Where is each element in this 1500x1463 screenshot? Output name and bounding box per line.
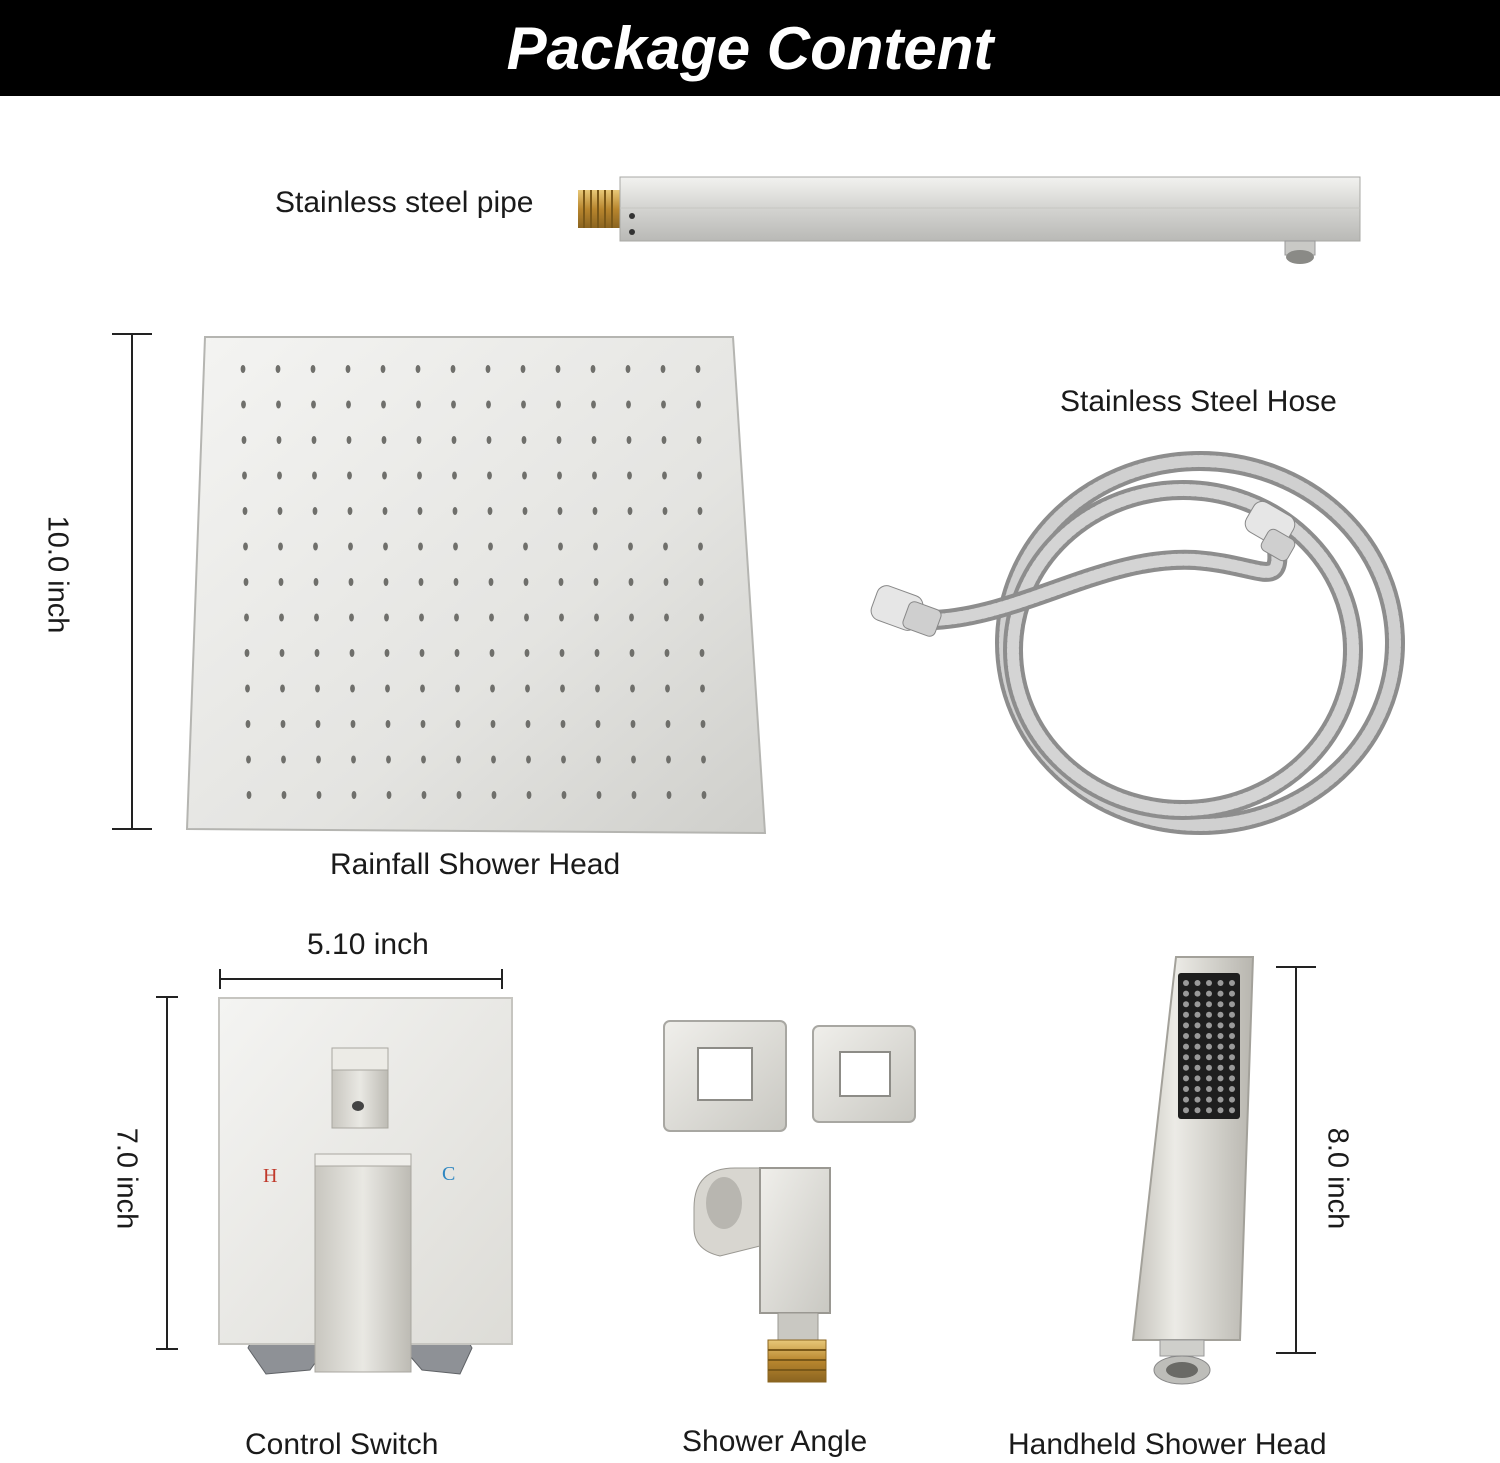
nozzle-dot [591, 365, 596, 373]
nozzle-dot [241, 365, 246, 373]
nozzle-dot [700, 649, 705, 657]
nozzle-dot [383, 543, 388, 551]
handheld-nozzle-dot [1206, 991, 1212, 997]
nozzle-dot [666, 720, 671, 728]
handheld-nozzle-dot [1183, 1054, 1189, 1060]
handheld-nozzle-dot [1206, 1086, 1212, 1092]
handheld-nozzle-dot [1229, 1065, 1235, 1071]
nozzle-dot [663, 543, 668, 551]
nozzle-dot [556, 401, 561, 409]
nozzle-dot [457, 791, 462, 799]
nozzle-dot [631, 720, 636, 728]
nozzle-dot [280, 685, 285, 693]
nozzle-dot [524, 614, 529, 622]
nozzle-dot [696, 365, 701, 373]
nozzle-dot [562, 791, 567, 799]
nozzle-dot [522, 472, 527, 480]
nozzle-dot [385, 649, 390, 657]
nozzle-dot [279, 578, 284, 586]
handheld-nozzle-dot [1218, 1012, 1224, 1018]
nozzle-dot [525, 649, 530, 657]
nozzle-dot [698, 543, 703, 551]
nozzle-dot [664, 578, 669, 586]
nozzle-dot [241, 401, 246, 409]
handheld-nozzle-dot [1183, 1001, 1189, 1007]
nozzle-dot [311, 365, 316, 373]
nozzle-dot [417, 472, 422, 480]
control-switch-image [210, 996, 515, 1394]
nozzle-dot [278, 507, 283, 515]
handheld-nozzle-dot [1206, 1044, 1212, 1050]
nozzle-dot [557, 436, 562, 444]
handheld-nozzle-dot [1183, 1086, 1189, 1092]
handheld-nozzle-dot [1183, 1022, 1189, 1028]
handheld-nozzle-dot [1218, 991, 1224, 997]
handheld-nozzle-dot [1218, 1107, 1224, 1113]
handheld-nozzle-dot [1183, 980, 1189, 986]
handheld-nozzle-dot [1229, 1022, 1235, 1028]
nozzle-dot [594, 614, 599, 622]
nozzle-dot [416, 401, 421, 409]
nozzle-dot [315, 649, 320, 657]
handheld-nozzle-dot [1195, 1097, 1201, 1103]
nozzle-dot [245, 649, 250, 657]
nozzle-dot [416, 365, 421, 373]
nozzle-dot [630, 685, 635, 693]
holder-bracket-icon [694, 1168, 830, 1382]
nozzle-dot [349, 614, 354, 622]
nozzle-dot [422, 791, 427, 799]
nozzle-dot [557, 472, 562, 480]
nozzle-dot [486, 401, 491, 409]
nozzle-dot [347, 436, 352, 444]
nozzle-dot [662, 472, 667, 480]
nozzle-dot [317, 791, 322, 799]
nozzle-dot [593, 507, 598, 515]
handheld-nozzle-dot [1218, 1001, 1224, 1007]
square-flange-small-icon [813, 1026, 915, 1122]
handheld-shower-head-image [1128, 955, 1258, 1395]
handheld-nozzle-dot [1206, 1107, 1212, 1113]
nozzle-dot [347, 472, 352, 480]
handheld-nozzle-dot [1195, 1107, 1201, 1113]
handheld-nozzle-dot [1183, 1065, 1189, 1071]
nozzle-dot [628, 507, 633, 515]
nozzle-dot [454, 578, 459, 586]
nozzle-dot [664, 614, 669, 622]
nozzle-dot [346, 365, 351, 373]
handheld-nozzle-dot [1229, 1033, 1235, 1039]
handheld-nozzle-dot [1218, 1097, 1224, 1103]
nozzle-dot [455, 685, 460, 693]
nozzle-dot [662, 436, 667, 444]
nozzle-dot [559, 578, 564, 586]
nozzle-dot [311, 401, 316, 409]
nozzle-dot [313, 507, 318, 515]
handheld-nozzle-dot [1195, 1075, 1201, 1081]
nozzle-dot [244, 614, 249, 622]
nozzle-dot [527, 791, 532, 799]
handheld-nozzle-dot [1206, 1097, 1212, 1103]
nozzle-dot [456, 720, 461, 728]
nozzle-dot [596, 756, 601, 764]
nozzle-dot [560, 649, 565, 657]
control-label: Control Switch [245, 1428, 439, 1461]
nozzle-dot [384, 578, 389, 586]
control-height-dimension-line [155, 995, 179, 1351]
nozzle-dot [351, 720, 356, 728]
nozzle-dot [596, 720, 601, 728]
handheld-nozzle-dot [1218, 1075, 1224, 1081]
handheld-nozzle-dot [1229, 1107, 1235, 1113]
handheld-dimension: 8.0 inch [1321, 1127, 1354, 1230]
nozzle-dot [386, 756, 391, 764]
nozzle-dot [521, 401, 526, 409]
nozzle-dot [452, 472, 457, 480]
handheld-nozzle-dot [1229, 980, 1235, 986]
handheld-nozzle-dot [1195, 1033, 1201, 1039]
handheld-nozzle-dot [1183, 991, 1189, 997]
handheld-nozzle-dot [1218, 1044, 1224, 1050]
handheld-nozzle-dot [1206, 1065, 1212, 1071]
nozzle-dot [281, 756, 286, 764]
nozzle-dot [313, 543, 318, 551]
control-width-dimension-line [218, 968, 504, 990]
handheld-nozzle-dot [1229, 1086, 1235, 1092]
nozzle-dot [316, 756, 321, 764]
handheld-nozzle-dot [1206, 980, 1212, 986]
nozzle-dot [486, 365, 491, 373]
nozzle-dot [628, 543, 633, 551]
nozzle-dot [666, 756, 671, 764]
nozzle-dot [276, 401, 281, 409]
nozzle-dot [702, 791, 707, 799]
nozzle-dot [243, 543, 248, 551]
nozzle-dot [627, 472, 632, 480]
nozzle-dot [245, 685, 250, 693]
hose-left-fitting-icon [868, 583, 942, 638]
nozzle-dot [558, 507, 563, 515]
nozzle-dot [489, 578, 494, 586]
nozzle-dot [383, 507, 388, 515]
nozzle-dot [312, 436, 317, 444]
handheld-nozzle-dot [1218, 1054, 1224, 1060]
nozzle-dot [492, 791, 497, 799]
handheld-nozzle-dot [1195, 1065, 1201, 1071]
nozzle-dot [242, 436, 247, 444]
control-height-dimension: 7.0 inch [110, 1127, 143, 1230]
handheld-nozzle-dot [1206, 1054, 1212, 1060]
handheld-nozzle-dot [1183, 1075, 1189, 1081]
hot-mark: H [263, 1165, 278, 1187]
nozzle-dot [629, 614, 634, 622]
shower-angle-image [660, 1018, 920, 1398]
handheld-nozzle-dot [1218, 1033, 1224, 1039]
rain-head-dimension: 10.0 inch [41, 515, 74, 634]
nozzle-dot [350, 685, 355, 693]
nozzle-dot [244, 578, 249, 586]
nozzle-dot [626, 365, 631, 373]
nozzle-dot [594, 578, 599, 586]
nozzle-dot [591, 401, 596, 409]
handheld-nozzle-dot [1195, 1012, 1201, 1018]
handheld-nozzle-dot [1195, 1001, 1201, 1007]
nozzle-dot [491, 756, 496, 764]
nozzle-dot [490, 649, 495, 657]
nozzle-dot [346, 401, 351, 409]
nozzle-dot [280, 649, 285, 657]
nozzle-dot [696, 401, 701, 409]
handheld-nozzle-dot [1206, 1075, 1212, 1081]
nozzle-dot [524, 578, 529, 586]
handheld-nozzle-dot [1218, 980, 1224, 986]
nozzle-dot [419, 614, 424, 622]
nozzle-dot [349, 578, 354, 586]
angle-label: Shower Angle [682, 1425, 868, 1458]
nozzle-dot [247, 791, 252, 799]
nozzle-dot [384, 614, 389, 622]
nozzle-dot [661, 401, 666, 409]
nozzle-dot [381, 401, 386, 409]
handheld-nozzle-dot [1229, 1054, 1235, 1060]
handheld-nozzle-dot [1183, 1107, 1189, 1113]
nozzle-dot [453, 543, 458, 551]
handheld-nozzle-dot [1183, 1033, 1189, 1039]
nozzle-dot [279, 614, 284, 622]
nozzle-dot [282, 791, 287, 799]
stainless-pipe-image [575, 172, 1365, 272]
nozzle-dot [455, 649, 460, 657]
nozzle-dot [314, 614, 319, 622]
nozzle-dot [697, 472, 702, 480]
nozzle-dot [246, 720, 251, 728]
nozzle-dot [661, 365, 666, 373]
handheld-nozzle-dot [1206, 1001, 1212, 1007]
nozzle-dot [385, 685, 390, 693]
nozzle-dot [350, 649, 355, 657]
nozzle-dot [489, 614, 494, 622]
nozzle-dot [312, 472, 317, 480]
handheld-nozzle-dot [1229, 1001, 1235, 1007]
nozzle-dot [526, 756, 531, 764]
nozzle-dot [630, 649, 635, 657]
handheld-nozzle-dot [1229, 1044, 1235, 1050]
pipe-label: Stainless steel pipe [275, 186, 534, 219]
nozzle-dot [382, 472, 387, 480]
nozzle-dot [487, 436, 492, 444]
nozzle-dot [242, 472, 247, 480]
nozzle-dot [593, 543, 598, 551]
nozzle-dot [667, 791, 672, 799]
handheld-nozzle-dot [1229, 1012, 1235, 1018]
handheld-nozzle-dot [1206, 1033, 1212, 1039]
nozzle-dot [701, 720, 706, 728]
handheld-nozzle-dot [1183, 1097, 1189, 1103]
nozzle-dot [487, 472, 492, 480]
header-banner [0, 0, 1500, 96]
handheld-nozzle-dot [1206, 1022, 1212, 1028]
handheld-nozzle-dot [1229, 991, 1235, 997]
handheld-nozzle-dot [1195, 980, 1201, 986]
nozzle-dot [386, 720, 391, 728]
nozzle-dot [629, 578, 634, 586]
handheld-nozzle-dot [1229, 1097, 1235, 1103]
handheld-nozzle-dot [1218, 1065, 1224, 1071]
nozzle-dot [488, 507, 493, 515]
nozzle-dot [523, 507, 528, 515]
handheld-nozzle-dot [1183, 1012, 1189, 1018]
nozzle-dot [348, 507, 353, 515]
nozzle-dot [665, 649, 670, 657]
nozzle-dot [525, 685, 530, 693]
nozzle-dot [452, 436, 457, 444]
nozzle-dot [281, 720, 286, 728]
nozzle-dot [697, 436, 702, 444]
nozzle-dot [418, 507, 423, 515]
nozzle-dot [699, 614, 704, 622]
nozzle-dot [243, 507, 248, 515]
nozzle-dot [699, 578, 704, 586]
nozzle-dot [595, 649, 600, 657]
nozzle-dot [595, 685, 600, 693]
rain-head-label: Rainfall Shower Head [330, 848, 621, 881]
nozzle-dot [490, 685, 495, 693]
nozzle-dot [454, 614, 459, 622]
nozzle-dot [561, 720, 566, 728]
nozzle-dot [420, 685, 425, 693]
nozzle-dot [382, 436, 387, 444]
stainless-hose-image [865, 445, 1415, 845]
nozzle-dot [451, 365, 456, 373]
nozzle-dot [277, 436, 282, 444]
nozzle-dot [277, 472, 282, 480]
nozzle-dot [351, 756, 356, 764]
nozzle-dot [631, 756, 636, 764]
nozzle-dot [559, 614, 564, 622]
nozzle-dot [522, 436, 527, 444]
nozzle-dot [421, 720, 426, 728]
nozzle-dot [352, 791, 357, 799]
handheld-nozzle-dot [1183, 1044, 1189, 1050]
nozzle-dot [698, 507, 703, 515]
nozzle-dot [419, 578, 424, 586]
nozzle-dot [420, 649, 425, 657]
nozzle-dot [451, 401, 456, 409]
nozzle-dot [592, 472, 597, 480]
handheld-nozzle-dot [1218, 1022, 1224, 1028]
nozzle-dot [456, 756, 461, 764]
nozzle-dot [316, 720, 321, 728]
handheld-nozzle-dot [1229, 1075, 1235, 1081]
square-flange-large-icon [664, 1021, 786, 1131]
nozzle-dot [523, 543, 528, 551]
cold-mark: C [442, 1163, 456, 1185]
nozzle-dot [632, 791, 637, 799]
nozzle-dot [561, 756, 566, 764]
nozzle-dot [491, 720, 496, 728]
nozzle-dot [627, 436, 632, 444]
nozzle-dot [663, 507, 668, 515]
nozzle-dot [246, 756, 251, 764]
nozzle-dot [387, 791, 392, 799]
page-title: Package Content [506, 14, 994, 82]
nozzle-dot [560, 685, 565, 693]
control-width-dimension: 5.10 inch [307, 928, 429, 961]
nozzle-dot [418, 543, 423, 551]
handheld-nozzle-dot [1195, 1054, 1201, 1060]
nozzle-dot [314, 578, 319, 586]
nozzle-dot [315, 685, 320, 693]
nozzle-dot [521, 365, 526, 373]
nozzle-dot [278, 543, 283, 551]
handheld-label: Handheld Shower Head [1008, 1428, 1327, 1461]
handheld-dimension-line [1275, 965, 1317, 1355]
nozzle-dot [276, 365, 281, 373]
nozzle-dot [453, 507, 458, 515]
nozzle-dot [556, 365, 561, 373]
nozzle-dot [626, 401, 631, 409]
handheld-nozzle-dot [1195, 1022, 1201, 1028]
nozzle-dot [417, 436, 422, 444]
nozzle-dot [421, 756, 426, 764]
hose-label: Stainless Steel Hose [1060, 385, 1337, 418]
nozzle-dot [592, 436, 597, 444]
handheld-nozzle-dot [1195, 991, 1201, 997]
nozzle-dot [381, 365, 386, 373]
nozzle-dot [558, 543, 563, 551]
nozzle-dot [665, 685, 670, 693]
rainfall-shower-head-image [185, 335, 767, 835]
handheld-nozzle-dot [1206, 1012, 1212, 1018]
nozzle-dot [597, 791, 602, 799]
nozzle-dot [526, 720, 531, 728]
handheld-nozzle-dot [1195, 1086, 1201, 1092]
nozzle-dot [701, 756, 706, 764]
handheld-nozzle-dot [1195, 1044, 1201, 1050]
nozzle-dot [700, 685, 705, 693]
nozzle-dot [348, 543, 353, 551]
handheld-nozzle-dot [1218, 1086, 1224, 1092]
rain-head-dimension-line [110, 332, 155, 832]
nozzle-dot [488, 543, 493, 551]
